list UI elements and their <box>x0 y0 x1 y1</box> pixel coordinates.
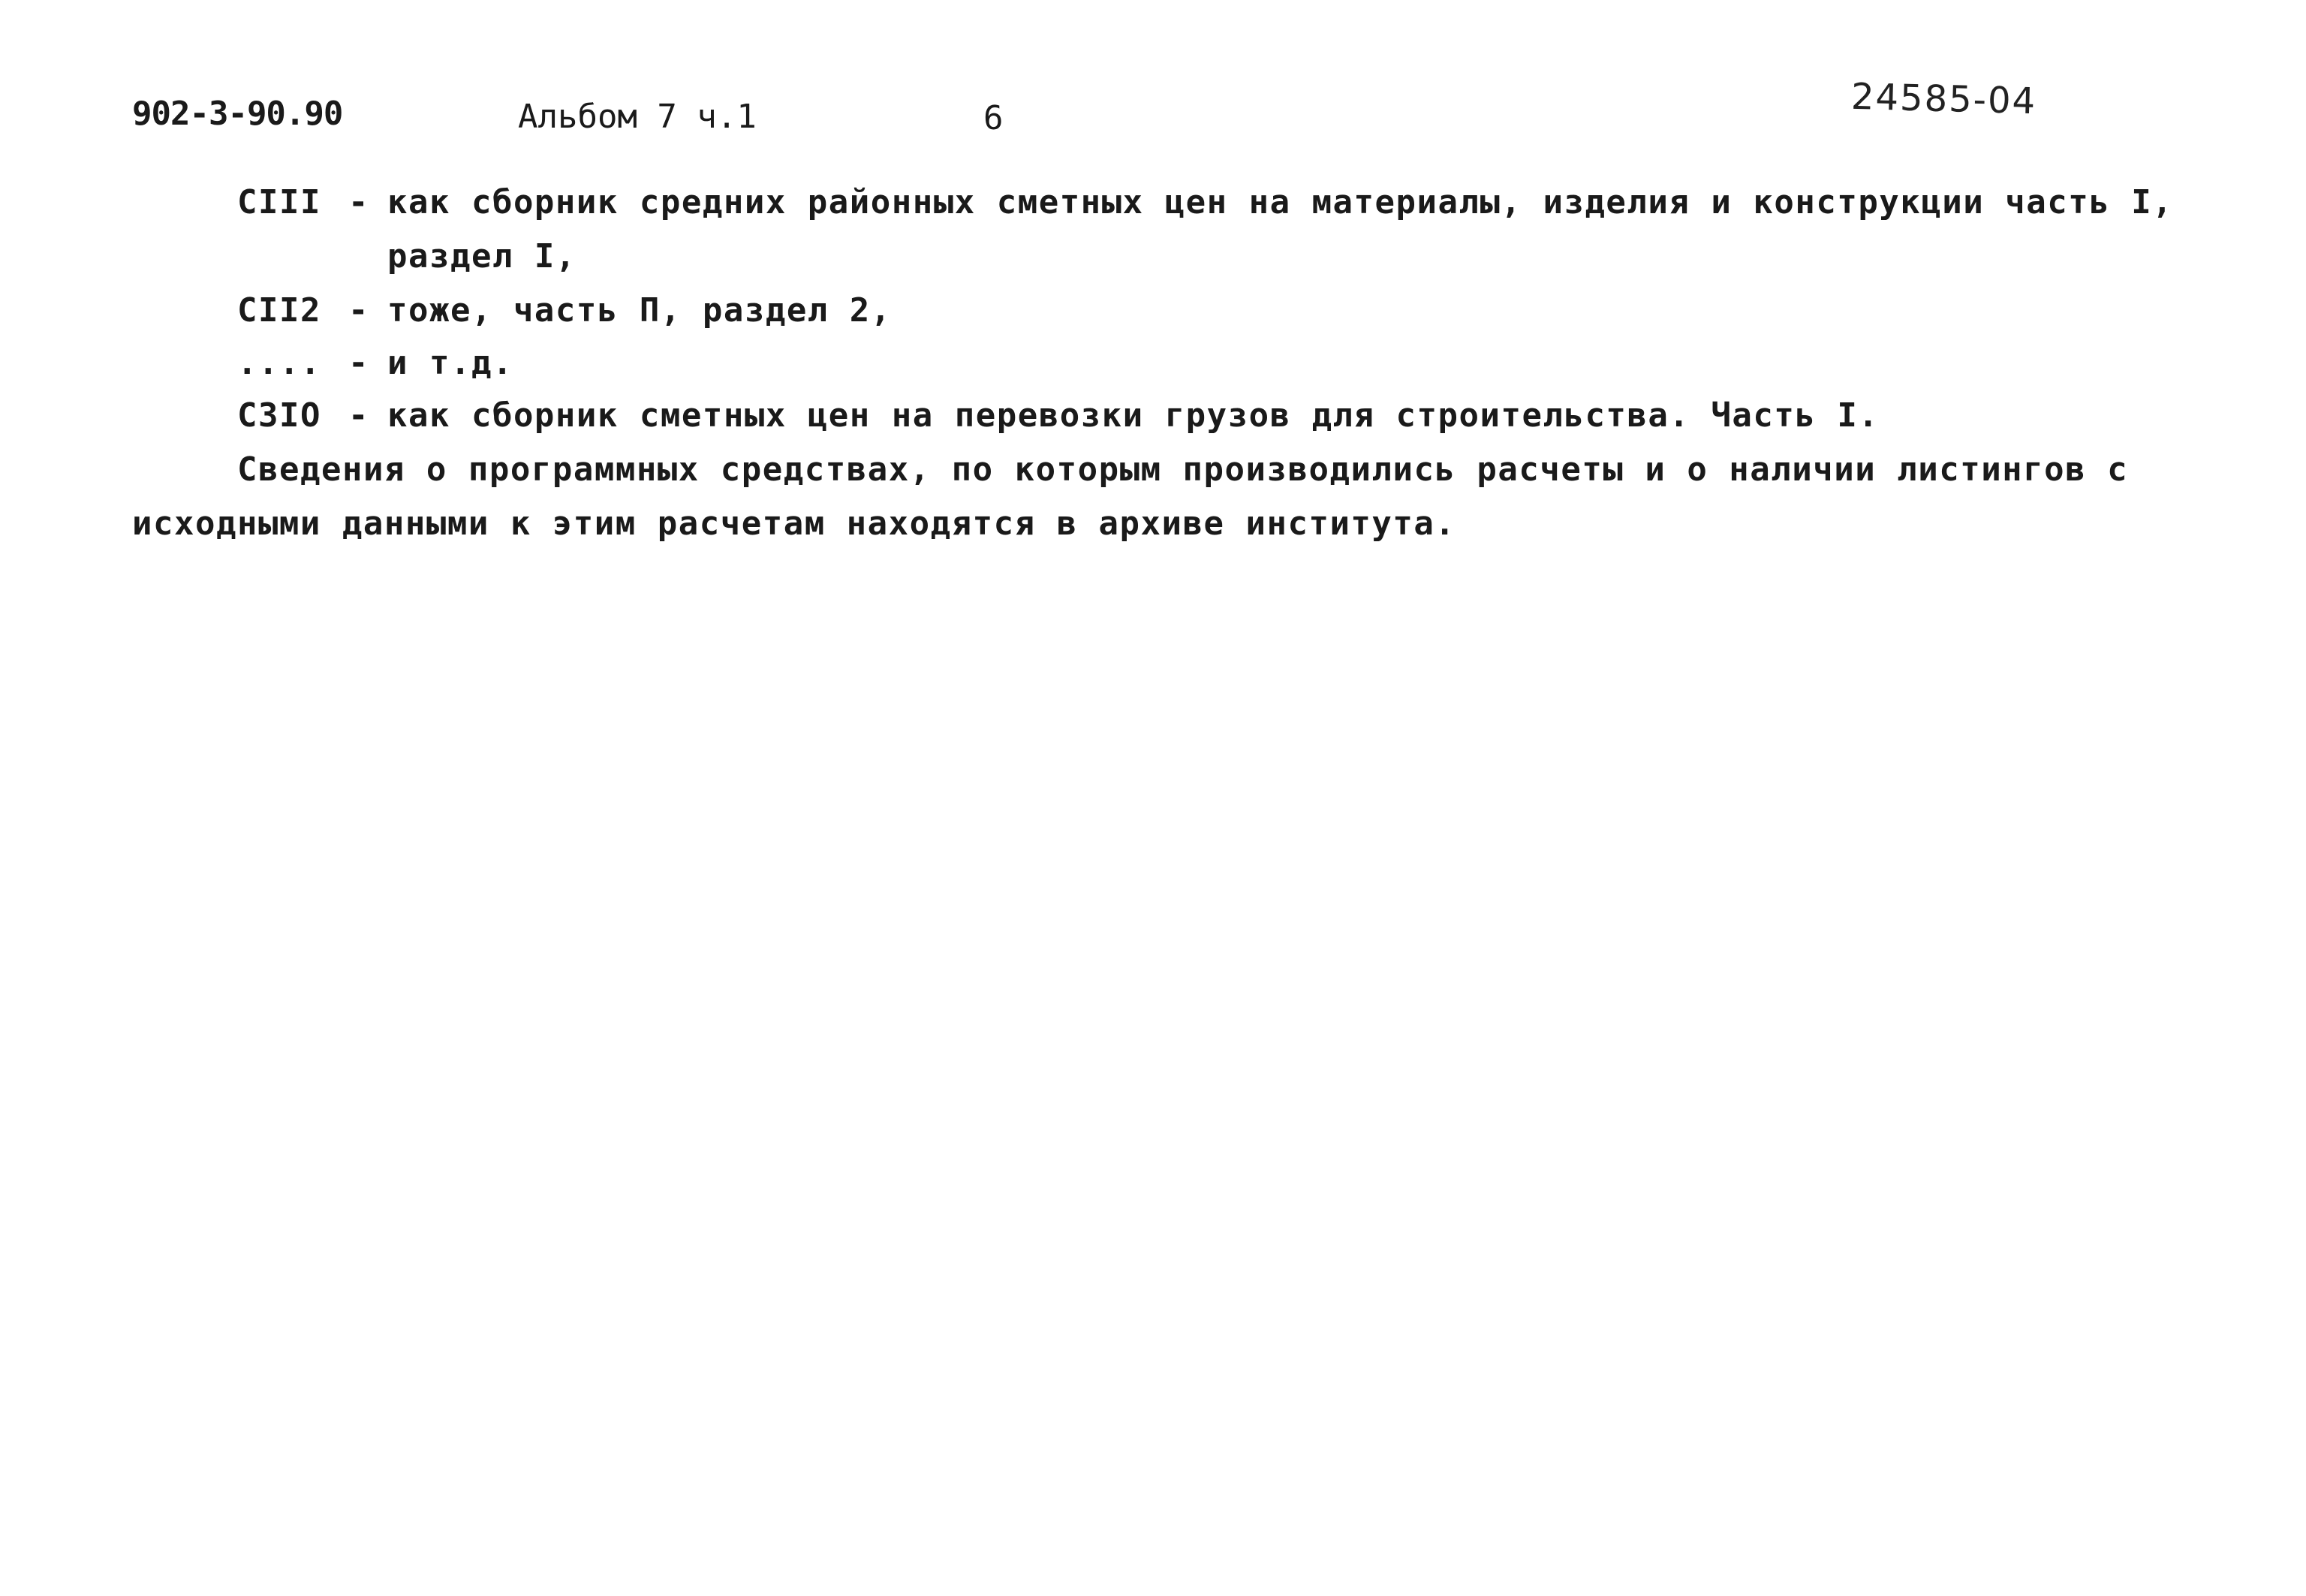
entry-dash: - <box>348 396 369 435</box>
entry-code: CIII <box>237 183 321 221</box>
page-number: 6 <box>983 99 1003 137</box>
entry-text: как сборник сметных цен на перевозки грузов для строительства. Часть I. <box>387 396 1880 435</box>
entry-line <box>237 344 513 382</box>
entry-dash: - <box>348 291 369 330</box>
entry-line <box>237 183 2174 221</box>
entry-text: и т.д. <box>387 344 513 382</box>
inventory-stamp-number: 24585-04 <box>1850 75 2037 123</box>
entry-text: тоже, часть П, раздел 2, <box>387 291 892 330</box>
entry-continuation <box>387 237 576 276</box>
album-label: Альбом 7 ч.1 <box>518 98 757 136</box>
entry-line <box>237 396 1880 435</box>
entry-code: C3IO <box>237 396 321 435</box>
entry-line <box>237 291 892 330</box>
paragraph-line-2: исходными данными к этим расчетам находятся в архиве института. <box>132 504 1456 543</box>
entry-dash: - <box>348 344 369 382</box>
entry-text: раздел I, <box>387 237 576 276</box>
entry-dash: - <box>348 183 369 221</box>
paragraph-line-1: Сведения о программных средствах, по которым производились расчеты и о наличии листингов с <box>237 450 2129 489</box>
entry-code: CII2 <box>237 291 321 330</box>
entry-code: .... <box>237 344 321 382</box>
document-code: 902-3-90.90 <box>132 95 343 133</box>
entry-text: как сборник средних районных сметных цен на материалы, изделия и конструкции часть I, <box>387 183 2174 221</box>
